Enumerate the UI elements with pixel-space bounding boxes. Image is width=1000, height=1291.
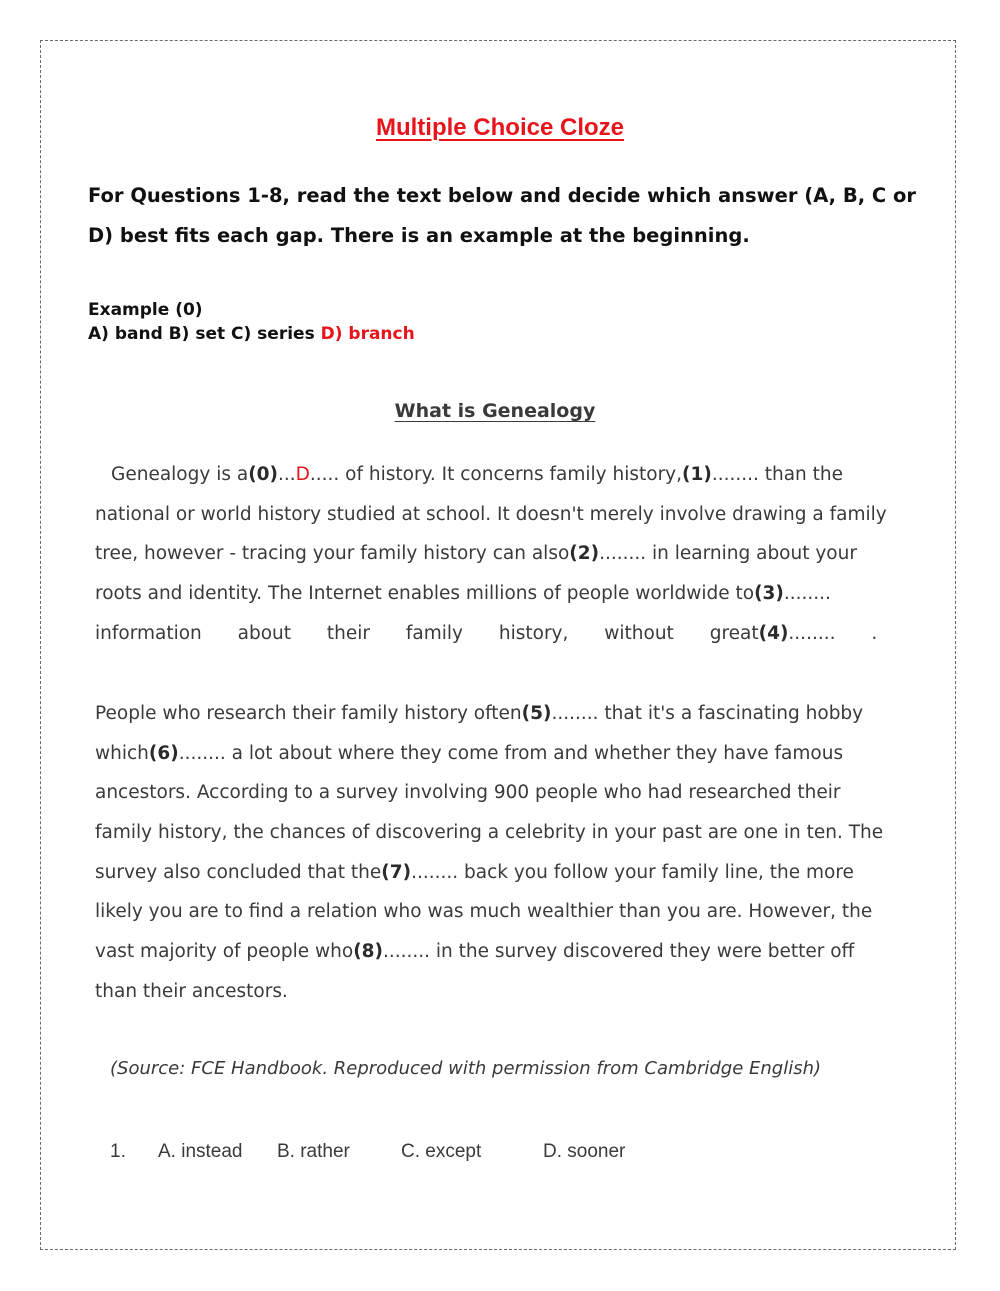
instructions-line-1: For Questions 1-8, read the text below and decide which answer (A, B, C or [88, 184, 917, 207]
gap-5-number: (5) [521, 703, 552, 724]
question-1-number: 1. [110, 1141, 126, 1162]
worksheet-title: Multiple Choice Cloze [375, 114, 624, 141]
question-1-option-d[interactable]: D. sooner [543, 1141, 626, 1162]
gap-2-number: (2) [569, 543, 600, 565]
passage-line: which(6)........ a lot about where they come from and whether they have famous [95, 742, 844, 764]
passage-line: People who research their family history often(5)........ that it's a fascinating hobby [95, 703, 864, 724]
gap-3-number: (3) [754, 583, 784, 605]
passage-line: than their ancestors. [95, 980, 288, 1002]
example-answer: D) branch [320, 324, 415, 344]
passage-line: roots and identity. The Internet enables millions of people worldwide to(3)........ [95, 583, 831, 605]
gap-4-number: (4) [758, 622, 789, 644]
question-1-option-c[interactable]: C. except [401, 1141, 482, 1162]
gap-8-number: (8) [353, 941, 383, 963]
passage-line: national or world history studied at school. It doesn't merely involve drawing a family [95, 503, 887, 525]
instructions [88, 176, 918, 256]
gap-7-number: (7) [381, 861, 412, 883]
gap-1-number: (1) [682, 464, 712, 485]
passage-line: tree, however - tracing your family history can also(2)........ in learning about your [95, 543, 857, 565]
question-1-option-a[interactable]: A. instead [158, 1141, 243, 1162]
passage-title: What is Genealogy [394, 400, 596, 422]
passage-line: Genealogy is a(0)...D..... of history. It concerns family history,(1)........ than the [95, 455, 880, 495]
passage-line: survey also concluded that the(7)........ back you follow your family line, the more [95, 861, 854, 883]
gap-0-number: (0) [248, 464, 278, 485]
gap-6-number: (6) [148, 742, 179, 764]
example-options [88, 324, 415, 344]
instructions-line-2: D) best fits each gap. There is an example at the beginning. [88, 224, 750, 247]
passage-line: information about their family history, without great(4)........ . [95, 622, 878, 644]
example-label: Example (0) [88, 300, 203, 320]
paragraph-2 [95, 694, 884, 1012]
gap-0-answer: D [295, 464, 310, 485]
passage-line: ancestors. According to a survey involving 900 people who had researched their [95, 782, 841, 804]
passage-line: vast majority of people who(8)........ in the survey discovered they were better off [95, 941, 855, 963]
example-distractors: A) band B) set C) series [88, 324, 321, 344]
source-citation: (Source: FCE Handbook. Reproduced with permission from Cambridge English) [110, 1058, 822, 1079]
passage-line: family history, the chances of discovering a celebrity in your past are one in ten. The [95, 822, 884, 844]
paragraph-1 [95, 455, 887, 653]
passage-line: likely you are to find a relation who was much wealthier than you are. However, the [95, 901, 873, 923]
question-1-option-b[interactable]: B. rather [277, 1141, 350, 1162]
